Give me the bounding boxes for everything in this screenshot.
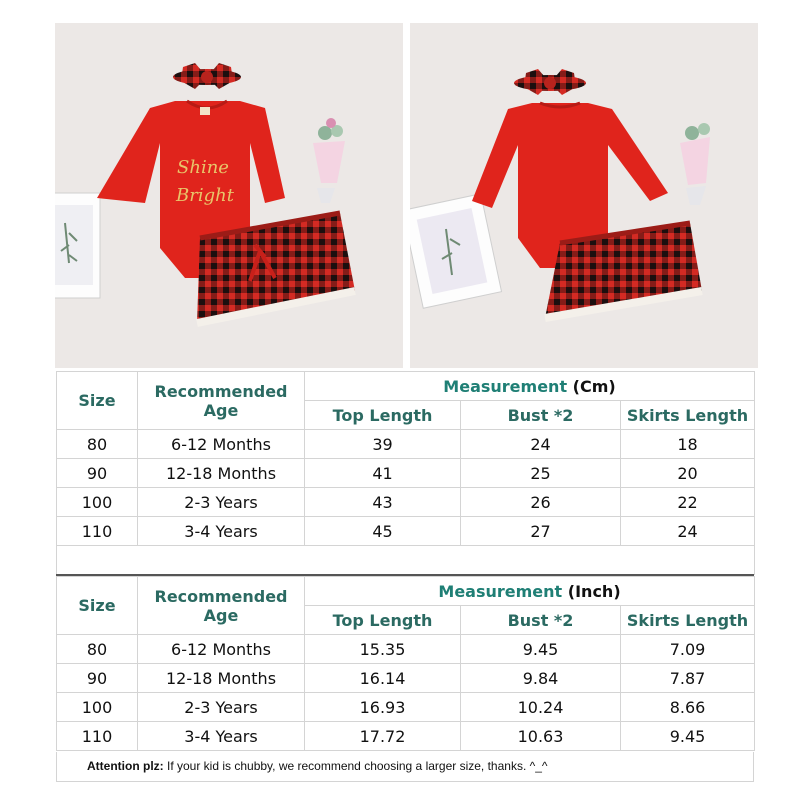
cell-age: 12-18 Months — [138, 664, 305, 693]
measurement-unit: (Inch) — [567, 581, 621, 601]
table-row — [57, 693, 755, 722]
header-recommended-age: Recommended Age — [138, 577, 305, 635]
measurement-label: Measurement — [443, 376, 568, 396]
cell-size: 80 — [57, 635, 138, 664]
attention-note — [56, 752, 754, 782]
cell-top-length: 17.72 — [305, 722, 461, 751]
cell-bust: 9.45 — [461, 635, 621, 664]
header-recommended-age: Recommended Age — [138, 372, 305, 430]
cell-size: 100 — [57, 488, 138, 517]
headband — [514, 69, 586, 95]
size-chart-inch — [56, 576, 755, 751]
flower-bouquet — [313, 118, 345, 203]
cell-top-length: 16.14 — [305, 664, 461, 693]
cell-age: 6-12 Months — [138, 635, 305, 664]
cell-age: 2-3 Years — [138, 488, 305, 517]
cell-age: 6-12 Months — [138, 430, 305, 459]
table-row — [57, 459, 755, 488]
header-measurement — [305, 577, 755, 606]
cell-top-length: 43 — [305, 488, 461, 517]
cell-size: 80 — [57, 430, 138, 459]
cell-top-length: 41 — [305, 459, 461, 488]
picture-frame — [55, 193, 100, 298]
romper-print-line1: Shine — [177, 157, 229, 178]
cell-age: 3-4 Years — [138, 517, 305, 546]
product-photo-back — [410, 23, 758, 368]
cell-age: 3-4 Years — [138, 722, 305, 751]
cell-skirt-length: 7.09 — [621, 635, 755, 664]
cell-top-length: 39 — [305, 430, 461, 459]
header-size: Size — [57, 577, 138, 635]
cell-skirt-length: 9.45 — [621, 722, 755, 751]
header-bust: Bust *2 — [461, 401, 621, 430]
cell-size: 90 — [57, 664, 138, 693]
table-row — [57, 722, 755, 751]
cell-bust: 10.63 — [461, 722, 621, 751]
cell-bust: 10.24 — [461, 693, 621, 722]
romper-print-line2: Bright — [176, 185, 234, 206]
header-bust: Bust *2 — [461, 606, 621, 635]
table-row — [57, 488, 755, 517]
cell-skirt-length: 8.66 — [621, 693, 755, 722]
size-chart-cm — [56, 371, 755, 575]
header-skirts-length: Skirts Length — [621, 606, 755, 635]
cell-bust: 27 — [461, 517, 621, 546]
cell-skirt-length: 7.87 — [621, 664, 755, 693]
header-measurement — [305, 372, 755, 401]
product-photo-front — [55, 23, 403, 368]
cell-top-length: 45 — [305, 517, 461, 546]
cell-size: 90 — [57, 459, 138, 488]
cell-top-length: 16.93 — [305, 693, 461, 722]
cell-bust: 25 — [461, 459, 621, 488]
cell-skirt-length: 20 — [621, 459, 755, 488]
attention-label: Attention plz: — [87, 759, 164, 773]
cell-top-length: 15.35 — [305, 635, 461, 664]
cell-size: 100 — [57, 693, 138, 722]
picture-frame — [410, 194, 502, 308]
table-row — [57, 430, 755, 459]
cell-size: 110 — [57, 722, 138, 751]
measurement-label: Measurement — [438, 581, 563, 601]
cell-size: 110 — [57, 517, 138, 546]
table-spacer-row — [57, 546, 755, 575]
cell-bust: 24 — [461, 430, 621, 459]
table-row — [57, 635, 755, 664]
cell-skirt-length: 18 — [621, 430, 755, 459]
cell-bust: 26 — [461, 488, 621, 517]
header-top-length: Top Length — [305, 606, 461, 635]
cell-age: 12-18 Months — [138, 459, 305, 488]
header-skirts-length: Skirts Length — [621, 401, 755, 430]
cell-skirt-length: 24 — [621, 517, 755, 546]
measurement-unit: (Cm) — [572, 376, 616, 396]
table-row — [57, 664, 755, 693]
header-top-length: Top Length — [305, 401, 461, 430]
attention-text: If your kid is chubby, we recommend choosing a larger size, thanks. ^_^ — [167, 759, 548, 773]
cell-bust: 9.84 — [461, 664, 621, 693]
header-size: Size — [57, 372, 138, 430]
table-row — [57, 517, 755, 546]
cell-age: 2-3 Years — [138, 693, 305, 722]
flower-bouquet — [680, 123, 710, 205]
headband — [173, 63, 241, 89]
cell-skirt-length: 22 — [621, 488, 755, 517]
